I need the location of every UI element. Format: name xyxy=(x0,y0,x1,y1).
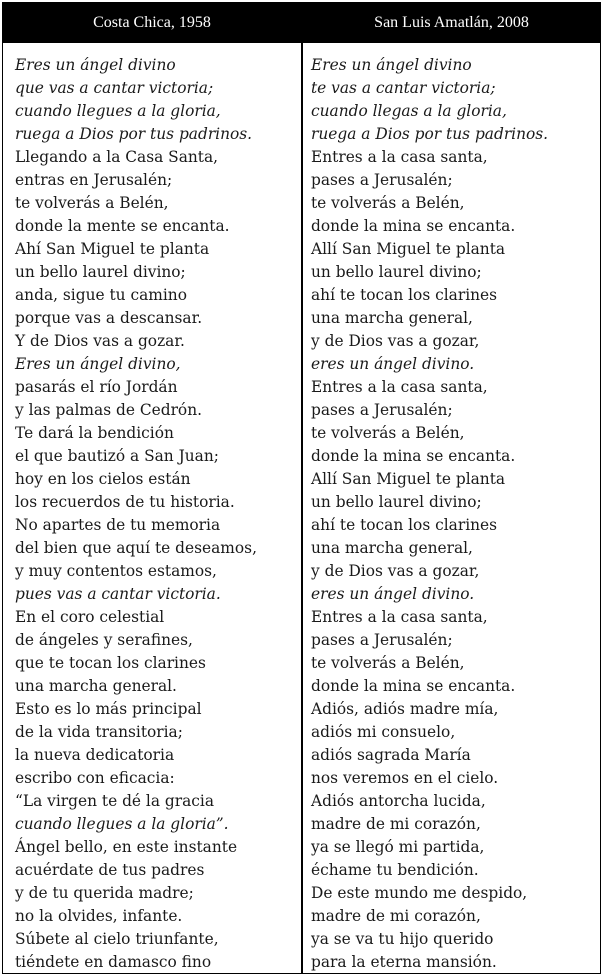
right-verse-line: Eres un ángel divino xyxy=(311,56,472,74)
right-verse-line: cuando llegas a la gloria, xyxy=(311,102,507,120)
header-san-luis-amatlan: San Luis Amatlán, 2008 xyxy=(374,14,529,31)
left-verse-line: no la olvides, infante. xyxy=(15,907,183,925)
right-verse-line: De este mundo me despido, xyxy=(311,884,528,902)
left-verse-line: te volverás a Belén, xyxy=(15,194,169,212)
left-verse-line: Ahí San Miguel te planta xyxy=(15,240,210,258)
right-verse-line: te volverás a Belén, xyxy=(311,424,465,442)
right-verse-line: Adiós, adiós madre mía, xyxy=(311,700,499,718)
table-header xyxy=(3,3,600,43)
right-verse-line: madre de mi corazón, xyxy=(311,815,481,833)
header-costa-chica: Costa Chica, 1958 xyxy=(93,14,211,31)
left-verse-line: el que bautizó a San Juan; xyxy=(15,447,219,465)
column-divider xyxy=(301,43,303,973)
right-verse-line: eres un ángel divino. xyxy=(311,355,475,373)
right-verse-line: adiós sagrada María xyxy=(311,746,471,764)
left-verse-line: de ángeles y serafines, xyxy=(15,631,193,649)
right-verse-line: ya se va tu hijo querido xyxy=(311,930,494,948)
left-verse-line: escribo con eficacia: xyxy=(15,769,175,787)
left-verse-line: Y de Dios vas a gozar. xyxy=(15,332,185,350)
right-verse-line: donde la mina se encanta. xyxy=(311,677,516,695)
left-verse-line: de la vida transitoria; xyxy=(15,723,183,741)
left-verse-line: acuérdate de tus padres xyxy=(15,861,205,879)
right-verse-line: te vas a cantar victoria; xyxy=(311,79,496,97)
left-verse-line: En el coro celestial xyxy=(15,608,165,626)
left-verse-line: donde la mente se encanta. xyxy=(15,217,230,235)
left-verse-line: “La virgen te dé la gracia xyxy=(15,792,215,810)
left-verse-line: pasarás el río Jordán xyxy=(15,378,178,396)
right-verse-line: Allí San Miguel te planta xyxy=(311,470,506,488)
left-verse-line: cuando llegues a la gloria, xyxy=(15,102,221,120)
right-verse-line: un bello laurel divino; xyxy=(311,493,482,511)
right-verse-line: un bello laurel divino; xyxy=(311,263,482,281)
left-verse-line: cuando llegues a la gloria”. xyxy=(15,815,229,833)
right-verse-line: madre de mi corazón, xyxy=(311,907,481,925)
left-verse-line: una marcha general. xyxy=(15,677,177,695)
left-verse-line: No apartes de tu memoria xyxy=(15,516,221,534)
right-column-verses xyxy=(311,54,598,974)
right-verse-line: nos veremos en el cielo. xyxy=(311,769,499,787)
right-verse-line: Allí San Miguel te planta xyxy=(311,240,506,258)
right-verse-line: Entres a la casa santa, xyxy=(311,378,488,396)
right-verse-line: ruega a Dios por tus padrinos. xyxy=(311,125,549,143)
left-verse-line: y de tu querida madre; xyxy=(15,884,194,902)
right-verse-line: pases a Jerusalén; xyxy=(311,401,453,419)
left-verse-line: y muy contentos estamos, xyxy=(15,562,217,580)
left-verse-line: entras en Jerusalén; xyxy=(15,171,173,189)
right-verse-line: Entres a la casa santa, xyxy=(311,148,488,166)
left-verse-line: del bien que aquí te deseamos, xyxy=(15,539,257,557)
right-verse-line: y de Dios vas a gozar, xyxy=(311,562,480,580)
right-verse-line: donde la mina se encanta. xyxy=(311,447,516,465)
right-verse-line: pases a Jerusalén; xyxy=(311,631,453,649)
left-verse-line: Te dará la bendición xyxy=(15,424,174,442)
left-verse-line: que te tocan los clarines xyxy=(15,654,206,672)
right-verse-line: y de Dios vas a gozar, xyxy=(311,332,480,350)
right-verse-line: Adiós antorcha lucida, xyxy=(311,792,486,810)
left-verse-line: pues vas a cantar victoria. xyxy=(15,585,221,603)
comparison-table xyxy=(2,2,601,974)
left-verse-line: Ángel bello, en este instante xyxy=(15,838,238,856)
left-verse-line: los recuerdos de tu historia. xyxy=(15,493,235,511)
left-verse-line: Esto es lo más principal xyxy=(15,700,202,718)
right-verse-line: una marcha general, xyxy=(311,539,473,557)
left-verse-line: hoy en los cielos están xyxy=(15,470,191,488)
right-verse-line: para la eterna mansión. xyxy=(311,953,497,971)
left-column-verses xyxy=(15,54,297,974)
left-verse-line: ruega a Dios por tus padrinos. xyxy=(15,125,253,143)
right-verse-line: te volverás a Belén, xyxy=(311,654,465,672)
left-verse-line: que vas a cantar victoria; xyxy=(15,79,214,97)
right-verse-line: te volverás a Belén, xyxy=(311,194,465,212)
left-verse-line: Eres un ángel divino xyxy=(15,56,176,74)
right-verse-line: adiós mi consuelo, xyxy=(311,723,456,741)
left-verse-line: porque vas a descansar. xyxy=(15,309,203,327)
left-verse-line: anda, sigue tu camino xyxy=(15,286,187,304)
right-verse-line: ya se llegó mi partida, xyxy=(311,838,485,856)
right-verse-line: échame tu bendición. xyxy=(311,861,479,879)
right-verse-line: pases a Jerusalén; xyxy=(311,171,453,189)
left-verse-line: y las palmas de Cedrón. xyxy=(15,401,203,419)
right-verse-line: ahí te tocan los clarines xyxy=(311,286,498,304)
left-verse-line: Llegando a la Casa Santa, xyxy=(15,148,219,166)
right-verse-line: donde la mina se encanta. xyxy=(311,217,516,235)
left-verse-line: tiéndete en damasco fino xyxy=(15,953,212,971)
left-verse-line: Eres un ángel divino, xyxy=(15,355,181,373)
right-verse-line: Entres a la casa santa, xyxy=(311,608,488,626)
left-verse-line: un bello laurel divino; xyxy=(15,263,186,281)
right-verse-line: eres un ángel divino. xyxy=(311,585,475,603)
right-verse-line: una marcha general, xyxy=(311,309,473,327)
left-verse-line: Súbete al cielo triunfante, xyxy=(15,930,219,948)
right-verse-line: ahí te tocan los clarines xyxy=(311,516,498,534)
left-verse-line: la nueva dedicatoria xyxy=(15,746,175,764)
